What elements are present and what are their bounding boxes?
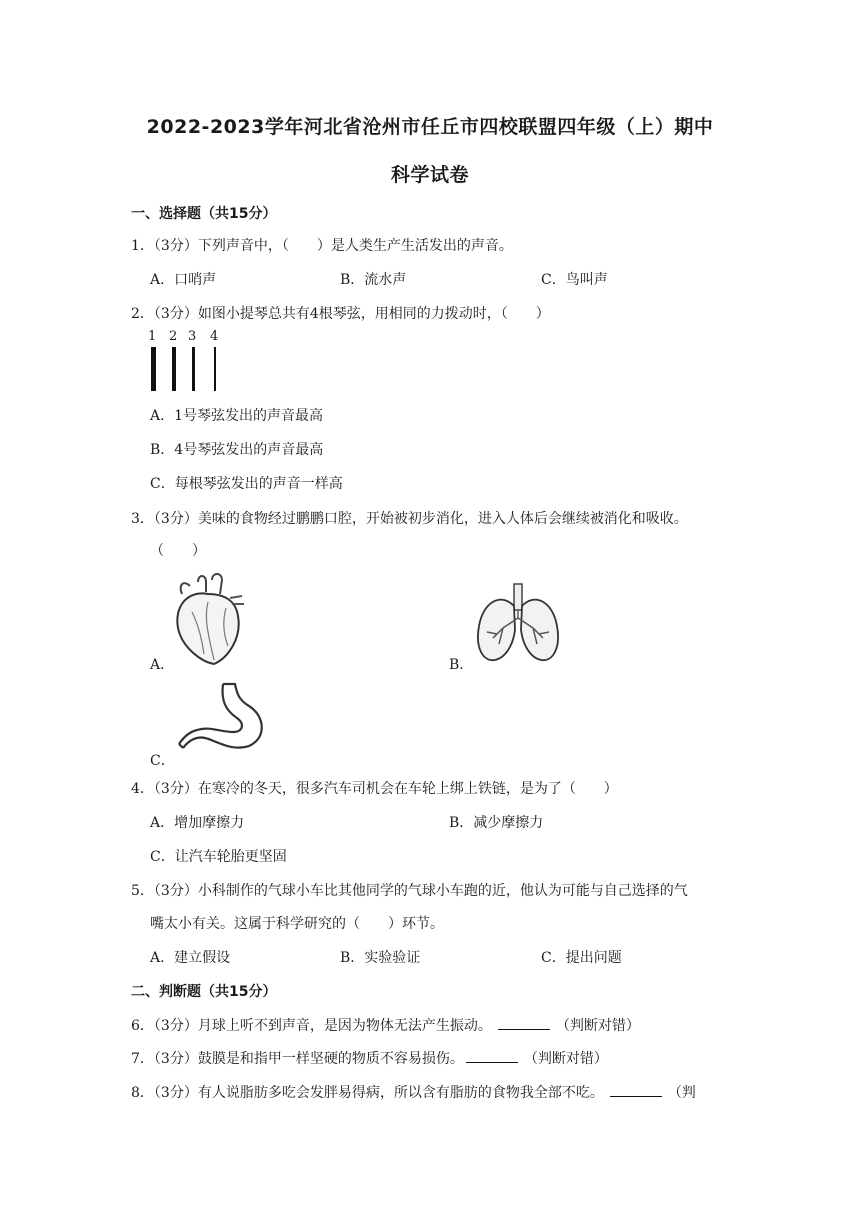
question-3-stem: 3．（3分）美味的食物经过鹏鹏口腔，开始被初步消化，进入人体后会继续被消化和吸收。 — [131, 511, 688, 527]
q4-option-b: B．减少摩擦力 — [449, 815, 544, 831]
section-heading-choice: 一、选择题（共15分） — [131, 206, 277, 222]
q4-option-c: C．让汽车轮胎更坚固 — [150, 849, 287, 865]
question-8-tail: （判 — [667, 1085, 696, 1101]
q2-option-c: C．每根琴弦发出的声音一样高 — [150, 476, 343, 492]
q4-option-a: A．增加摩擦力 — [150, 815, 245, 831]
question-5-stem-line1: 5．（3分）小科制作的气球小车比其他同学的气球小车跑的近，他认为可能与自己选择的气 — [131, 883, 688, 899]
section-heading-judgment: 二、判断题（共15分） — [131, 984, 277, 1000]
string-2 — [172, 347, 176, 391]
question-1-stem: 1．（3分）下列声音中，（ ）是人类生产生活发出的声音。 — [131, 238, 513, 254]
question-6-tail: （判断对错） — [555, 1018, 640, 1034]
question-6 — [131, 1015, 640, 1035]
q5-option-c: C．提出问题 — [541, 950, 622, 966]
lungs-illustration — [473, 582, 563, 664]
page-title-line1: 2022-2023学年河北省沧州市任丘市四校联盟四年级（上）期中 — [146, 116, 714, 138]
question-5-stem-line2: 嘴太小有关。这属于科学研究的（ ）环节。 — [150, 916, 444, 932]
q3-option-b: B． — [449, 657, 474, 673]
string-number-4: 4 — [210, 329, 219, 344]
q2-option-b: B．4号琴弦发出的声音最高 — [150, 442, 324, 458]
q3-answer-paren: （ ） — [150, 543, 206, 559]
q2-option-a: A．1号琴弦发出的声音最高 — [150, 408, 324, 424]
string-number-2: 2 — [169, 329, 178, 344]
string-1 — [151, 347, 156, 391]
string-3 — [192, 347, 195, 391]
question-4-stem: 4．（3分）在寒冷的冬天，很多汽车司机会在车轮上绑上铁链，是为了（ ） — [131, 781, 618, 797]
answer-blank-6[interactable] — [498, 1016, 550, 1030]
answer-blank-8[interactable] — [610, 1083, 662, 1097]
string-number-1: 1 — [148, 329, 157, 344]
question-7-tail: （判断对错） — [523, 1051, 608, 1067]
q3-option-a: A． — [150, 657, 175, 673]
q1-option-b: B．流水声 — [340, 272, 407, 288]
q1-option-c: C．鸟叫声 — [541, 272, 608, 288]
violin-strings-figure — [148, 329, 228, 395]
q3-option-c: C． — [150, 753, 175, 769]
stomach-illustration — [175, 680, 271, 752]
question-2-stem: 2．（3分）如图小提琴总共有4根琴弦，用相同的力拨动时，（ ） — [131, 306, 550, 322]
question-8-stem: 8．（3分）有人说脂肪多吃会发胖易得病，所以含有脂肪的食物我全部不吃。 — [131, 1085, 604, 1101]
question-7-stem: 7．（3分）鼓膜是和指甲一样坚硬的物质不容易损伤。 — [131, 1051, 464, 1067]
string-number-3: 3 — [188, 329, 197, 344]
string-4 — [214, 347, 216, 391]
q1-option-a: A．口哨声 — [150, 272, 217, 288]
answer-blank-7[interactable] — [466, 1049, 518, 1063]
question-6-stem: 6．（3分）月球上听不到声音，是因为物体无法产生振动。 — [131, 1018, 492, 1034]
question-8 — [131, 1082, 696, 1102]
question-7 — [131, 1048, 608, 1068]
q5-option-b: B．实验验证 — [340, 950, 421, 966]
heart-illustration — [168, 572, 248, 668]
page-title-line2: 科学试卷 — [390, 164, 469, 186]
q5-option-a: A．建立假设 — [150, 950, 231, 966]
